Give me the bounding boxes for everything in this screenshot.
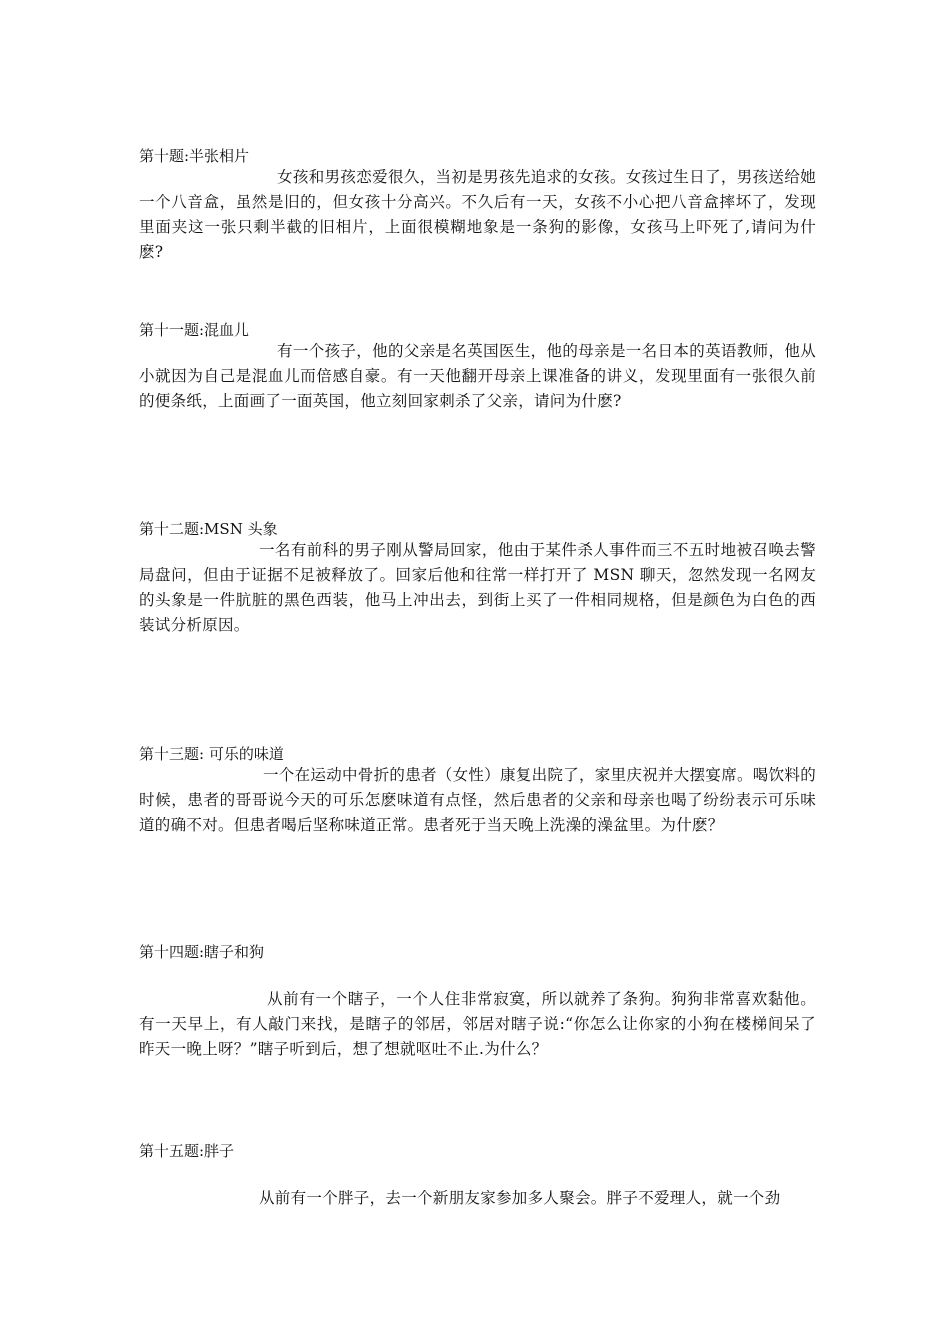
question-12-text: 一名有前科的男子刚从警局回家，他由于某件杀人事件而三不五时地被召唤去警局盘问，但由于证据不足被释放了。回家后他和往常一样打开了 MSN 聊天，忽然发现一名网友的头象是一件肮脏的黑色西装，他马上冲出去，到街上买了一件相同规格，但是颜色为白色的西装试分析原因。 — [139, 541, 816, 634]
question-14-heading: 第十四题:瞎子和狗 — [139, 943, 265, 961]
question-13-heading: 第十三题: 可乐的味道 — [139, 745, 284, 763]
question-13-text: 一个在运动中骨折的患者（女性）康复出院了，家里庆祝并大摆宴席。喝饮料的时候，患者的哥哥说今天的可乐怎麽味道有点怪，然后患者的父亲和母亲也喝了纷纷表示可乐味道的确不对。但患者喝后坚称味道正常。患者死于当天晚上洗澡的澡盆里。为什麽？ — [139, 766, 817, 834]
question-11-text: 有一个孩子，他的父亲是名英国医生，他的母亲是一名日本的英语教师，他从小就因为自己是混血儿而倍感自豪。有一天他翻开母亲上课准备的讲义，发现里面有一张很久前的便条纸，上面画了一面英国，他立刻回家刺杀了父亲，请问为什麽? — [139, 342, 816, 410]
question-10-text: 女孩和男孩恋爱很久，当初是男孩先追求的女孩。女孩过生日了，男孩送给她一个八音盒，虽然是旧的，但女孩十分高兴。不久后有一天，女孩不小心把八音盒摔坏了，发现里面夹这一张只剩半截的旧相片，上面很模糊地象是一条狗的影像，女孩马上吓死了,请问为什麽? — [139, 168, 816, 261]
question-12-heading: 第十二题:MSN 头象 — [139, 520, 278, 538]
question-14-text: 从前有一个瞎子，一个人住非常寂寞，所以就养了条狗。狗狗非常喜欢黏他。有一天早上，有人敲门来找，是瞎子的邻居，邻居对瞎子说:“你怎么让你家的小狗在楼梯间呆了昨天一晚上呀？”瞎子听到后，想了想就呕吐不止.为什么？ — [139, 990, 816, 1058]
question-15-text: 从前有一个胖子，去一个新朋友家参加多人聚会。胖子不爱理人，就一个劲 — [259, 1189, 781, 1207]
question-11-heading: 第十一题:混血儿 — [139, 321, 250, 339]
question-15-heading: 第十五题:胖子 — [139, 1142, 235, 1160]
question-10-heading: 第十题:半张相片 — [139, 147, 250, 165]
